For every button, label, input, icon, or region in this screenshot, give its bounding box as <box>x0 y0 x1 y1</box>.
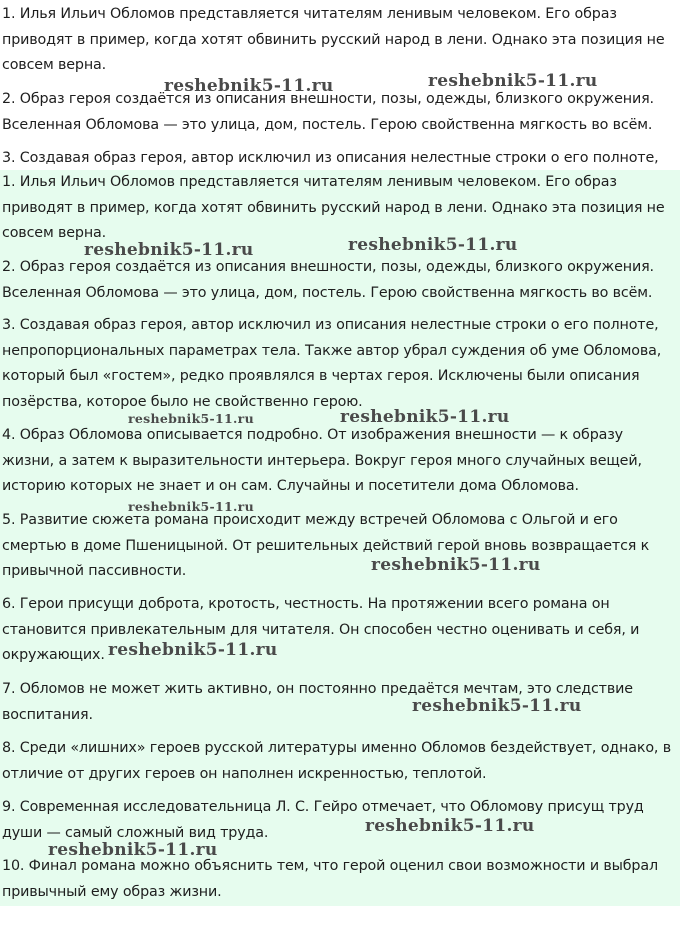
answer-paragraph-6: 6. Герои присущи доброта, кротость, честность. На протяжении всего романа он становится привлекательным для читателя. Он способен честно оценивать и себя, и окружающих. <box>2 596 640 663</box>
answer-paragraph-4: 4. Образ Обломова описывается подробно. От изображения внешности — к образу жизни, а затем к выразительности интерьера. Вокруг героя много случайных вещей, историю которых не знает и он сам. Случайны и посетители дома Обломова. <box>2 427 642 494</box>
answer-paragraph-1: 1. Илья Ильич Обломов представляется читателям ленивым человеком. Его образ приводят в пример, когда хотят обвинить русский народ в лени. Однако эта позиция не совсем верна. <box>2 174 665 241</box>
watermark: reshebnik5-11.ru <box>164 76 334 96</box>
watermark: reshebnik5-11.ru <box>340 407 510 427</box>
watermark: reshebnik5-11.ru <box>348 235 518 255</box>
watermark: reshebnik5-11.ru <box>128 411 254 426</box>
watermark: reshebnik5-11.ru <box>48 840 218 860</box>
watermark: reshebnik5-11.ru <box>412 696 582 716</box>
answer-paragraph-9: 9. Современная исследовательница Л. С. Гейро отмечает, что Обломову присущ труд души — самый сложный вид труда. <box>2 799 644 841</box>
top-paragraph-2: 2. Образ героя создаётся из описания внешности, позы, одежды, близкого окружения. Вселенная Обломова — это улица, дом, постель. Герою свойственна мягкость во всём. <box>2 91 654 133</box>
answer-text-block <box>0 170 680 906</box>
top-paragraph-1: 1. Илья Ильич Обломов представляется читателям ленивым человеком. Его образ приводят в пример, когда хотят обвинить русский народ в лени. Однако эта позиция не совсем верна. <box>2 6 665 73</box>
watermark: reshebnik5-11.ru <box>128 499 254 514</box>
top-paragraph-3: 3. Создавая образ героя, автор исключил из описания нелестные строки о его полноте, <box>2 150 659 166</box>
answer-paragraph-7: 7. Обломов не может жить активно, он постоянно предаётся мечтам, это следствие воспитания. <box>2 681 633 723</box>
answer-paragraph-10: 10. Финал романа можно объяснить тем, что герой оценил свои возможности и выбрал привычный ему образ жизни. <box>2 858 658 900</box>
watermark: reshebnik5-11.ru <box>371 555 541 575</box>
watermark: reshebnik5-11.ru <box>108 640 278 660</box>
answer-paragraph-5: 5. Развитие сюжета романа происходит между встречей Обломова с Ольгой и его смертью в доме Пшеницыной. От решительных действий герой вновь возвращается к привычной пассивности. <box>2 512 650 579</box>
watermark: reshebnik5-11.ru <box>84 240 254 260</box>
answer-paragraph-8: 8. Среди «лишних» героев русской литературы именно Обломов бездействует, однако, в отличие от других героев он наполнен искренностью, теплотой. <box>2 740 672 782</box>
watermark: reshebnik5-11.ru <box>428 71 598 91</box>
answer-paragraph-3: 3. Создавая образ героя, автор исключил из описания нелестные строки о его полноте, непропорциональных параметрах тела. Также автор убрал суждения об уме Обломова, который был «гостем», редко проявлялся в чертах героя. Исключены были описания позёрства, которое было не свойственно герою. <box>2 317 662 410</box>
top-text-block <box>0 0 680 170</box>
answer-paragraph-2: 2. Образ героя создаётся из описания внешности, позы, одежды, близкого окружения. Вселенная Обломова — это улица, дом, постель. Герою свойственна мягкость во всём. <box>2 259 654 301</box>
watermark: reshebnik5-11.ru <box>365 816 535 836</box>
